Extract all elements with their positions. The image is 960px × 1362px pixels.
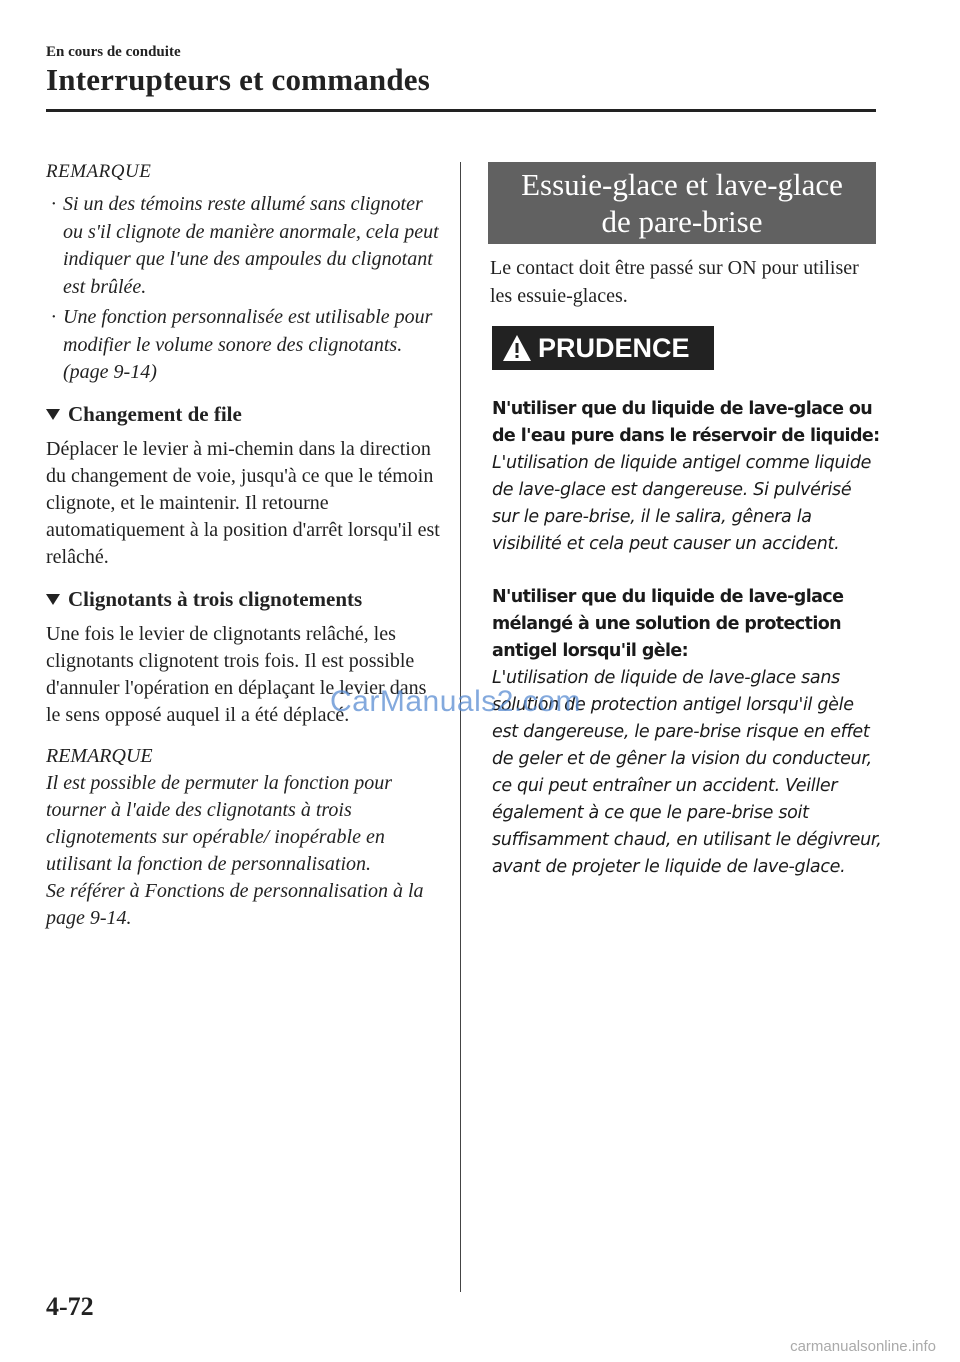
remark-list [46, 191, 441, 387]
warning-triangle-icon [502, 334, 532, 362]
list-item: · Une fonction personnalisée est utilisable pour modifier le volume sonore des clignotants. (page 9-14) [51, 306, 433, 383]
heading-three-flash: Clignotants à trois clignotements [46, 586, 441, 613]
caution-text: L'utilisation de liquide antigel comme liquide de lave-glace est dangereuse. Si pulvérisé sur le pare-brise, il le salira, gênera la visibilité et cela peut causer un accident. [492, 453, 872, 554]
left-column [46, 158, 441, 932]
column-divider [460, 162, 461, 1292]
heading-lane-change: Changement de file [46, 401, 441, 428]
remark-label: REMARQUE [46, 161, 152, 182]
section-banner [488, 162, 876, 244]
caution-content [492, 396, 882, 907]
footer-site-link[interactable]: carmanualsonline.info [790, 1338, 936, 1355]
page-number: 4-72 [46, 1292, 94, 1321]
bullet-icon: · [51, 306, 56, 328]
remark-text: Se référer à Fonctions de personnalisation à la page 9-14. [46, 880, 424, 930]
caution-text: L'utilisation de liquide de lave-glace sans solution de protection antigel lorsqu'il gèle est dangereuse, le pare-brise risque en effet de geler et de gêner la vision du conducteur, ce qui peut entraîner un accident. Veiller également à ce que le pare-brise soit suffisamment chaud, en utilisant le dégivreur, avant de projeter le liquide de lave-glace. [492, 668, 882, 877]
caution-badge [492, 326, 714, 370]
caution-item [492, 396, 882, 558]
remark-text: Il est possible de permuter la fonction pour tourner à l'aide des clignotants à trois clignotements sur opérable/ inopérable en utilisant la fonction de personnalisation. [46, 772, 393, 876]
triangle-down-icon [46, 594, 60, 605]
caution-title: N'utiliser que du liquide de lave-glace ou de l'eau pure dans le réservoir de liquide: [492, 399, 880, 446]
triangle-down-icon [46, 409, 60, 420]
banner-line: Essuie-glace et lave-glace [521, 167, 843, 202]
paragraph-three-flash: Une fois le levier de clignotants relâché, les clignotants clignotent trois fois. Il est possible d'annuler l'opération en déplaçant le levier dans le sens opposé auquel il a été déplacé. [46, 622, 427, 727]
caution-title: N'utiliser que du liquide de lave-glace mélangé à une solution de protection antigel lorsqu'il gèle: [492, 587, 844, 661]
section-label: En cours de conduite [46, 44, 181, 60]
list-item: · Si un des témoins reste allumé sans clignoter ou s'il clignote de manière anormale, cela peut indiquer que l'une des ampoules du clignotant est brûlée. [51, 193, 439, 298]
caution-item [492, 584, 882, 881]
paragraph-lane-change: Déplacer le levier à mi-chemin dans la direction du changement de voie, jusqu'à ce que le témoin clignote, et le maintenir. Il retourne automatiquement à la position d'arrêt lorsqu'il est relâché. [46, 437, 440, 569]
bullet-icon: · [51, 193, 56, 215]
remark-block [46, 743, 441, 932]
header-divider [46, 109, 876, 112]
intro-text: Le contact doit être passé sur ON pour utiliser les essuie-glaces. [490, 257, 859, 307]
caution-label: PRUDENCE [538, 332, 690, 363]
remark-label: REMARQUE [46, 745, 153, 768]
watermark: CarManuals2.com [330, 685, 581, 718]
banner-line: de pare-brise [601, 204, 763, 239]
page-title: Interrupteurs et commandes [46, 62, 431, 97]
